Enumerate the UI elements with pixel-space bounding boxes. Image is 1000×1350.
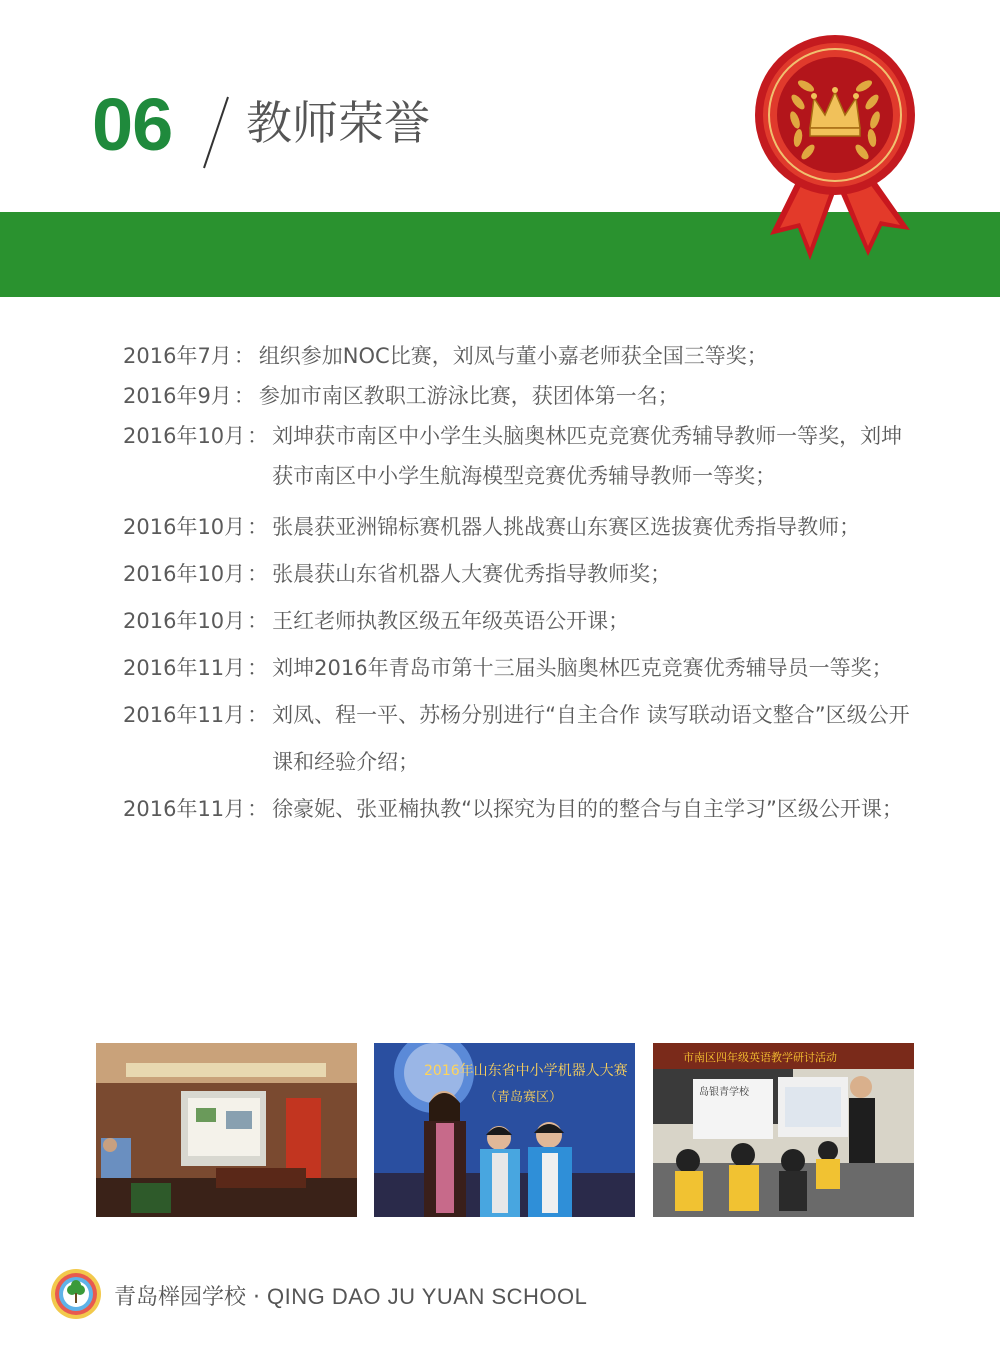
honor-colon: ：	[247, 609, 269, 633]
footer-school-name-en: QING DAO JU YUAN SCHOOL	[267, 1284, 588, 1309]
honor-text: 张晨获山东省机器人大赛优秀指导教师奖；	[272, 562, 672, 586]
honor-colon: ：	[233, 344, 255, 368]
robot-banner-sub: （青岛赛区）	[484, 1090, 563, 1105]
classroom-screen-text: 岛银青学校	[699, 1087, 749, 1098]
photo-robot-competition	[374, 1043, 635, 1217]
honor-entry	[123, 692, 923, 786]
classroom-banner-text: 市南区四年级英语教学研讨活动	[683, 1051, 837, 1064]
photo-classroom	[653, 1043, 914, 1217]
honor-colon: ：	[247, 656, 269, 680]
honor-date: 2016年11月	[123, 703, 246, 727]
honors-list	[123, 336, 923, 833]
honor-date: 2016年10月	[123, 424, 246, 448]
honor-entry	[123, 551, 923, 598]
honor-text: 刘坤2016年青岛市第十三届头脑奥林匹克竞赛优秀辅导员一等奖；	[272, 656, 893, 680]
honor-date: 2016年10月	[123, 515, 246, 539]
honor-colon: ：	[247, 562, 269, 586]
photo-strip	[96, 1043, 914, 1217]
footer-school-name-cn: 青岛榉园学校	[114, 1285, 247, 1310]
honor-date: 2016年10月	[123, 609, 246, 633]
honor-colon: ：	[247, 703, 269, 727]
honor-entry	[123, 416, 923, 496]
honor-entry	[123, 504, 923, 551]
photo-meeting-room	[96, 1043, 357, 1217]
honor-text: 张晨获亚洲锦标赛机器人挑战赛山东赛区选拔赛优秀指导教师；	[272, 515, 861, 539]
honor-text: 王红老师执教区级五年级英语公开课；	[272, 609, 630, 633]
honor-colon: ：	[247, 797, 269, 821]
honor-date: 2016年7月	[123, 344, 232, 368]
section-title: 教师荣誉	[246, 96, 430, 150]
honor-date: 2016年11月	[123, 656, 246, 680]
honor-entry	[123, 336, 923, 376]
school-logo-icon	[50, 1268, 102, 1320]
honor-date: 2016年11月	[123, 797, 246, 821]
honor-colon: ：	[247, 515, 269, 539]
footer-school-name	[114, 1280, 587, 1311]
header-divider	[196, 95, 236, 170]
footer-separator: ·	[253, 1285, 261, 1310]
honor-date: 2016年9月	[123, 384, 232, 408]
honor-colon: ：	[247, 424, 269, 448]
honor-entry	[123, 645, 923, 692]
honor-colon: ：	[233, 384, 255, 408]
honor-entry	[123, 598, 923, 645]
honor-date: 2016年10月	[123, 562, 246, 586]
honor-text: 徐豪妮、张亚楠执教“以探究为目的的整合与自主学习”区级公开课；	[272, 797, 903, 821]
award-rosette-icon	[740, 20, 930, 270]
section-number: 06	[92, 83, 173, 166]
honor-text: 参加市南区教职工游泳比赛，获团体第一名；	[258, 384, 679, 408]
honor-text: 刘凤、程一平、苏杨分别进行“自主合作 读写联动语文整合”区级公开课和经验介绍；	[272, 703, 910, 774]
honor-text: 刘坤获市南区中小学生头脑奥林匹克竞赛优秀辅导教师一等奖，刘坤获市南区中小学生航海模型竞赛优秀辅导教师一等奖；	[272, 424, 903, 488]
honor-text: 组织参加NOC比赛，刘凤与董小嘉老师获全国三等奖；	[258, 344, 768, 368]
robot-banner-text: 2016年山东省中小学机器人大赛	[424, 1063, 628, 1079]
honor-entry	[123, 376, 923, 416]
honor-entry	[123, 786, 923, 833]
